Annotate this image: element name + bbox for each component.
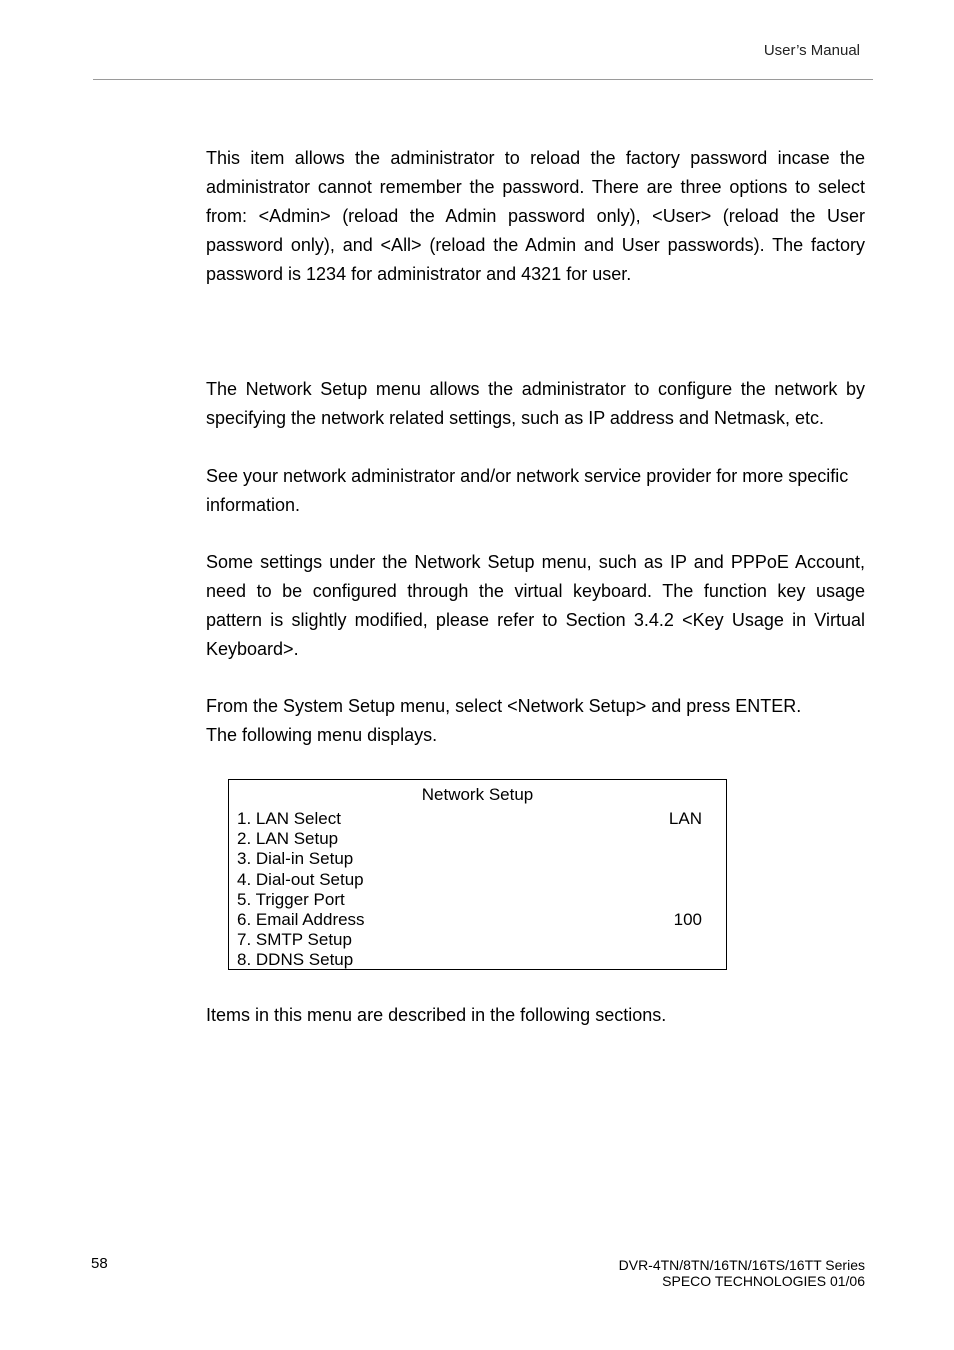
menu-title: Network Setup <box>421 785 534 804</box>
menu-item-label: 3. Dial-in Setup <box>237 849 354 868</box>
footer-series: DVR-4TN/8TN/16TN/16TS/16TT Series <box>618 1257 865 1273</box>
menu-item-label: 8. DDNS Setup <box>237 950 354 969</box>
menu-instructions-line-2: The following menu displays. <box>206 725 438 745</box>
network-setup-intro-paragraph: The Network Setup menu allows the administrator to configure the network by specifying the network related settings, such as IP address and Netmask, etc. <box>206 379 865 428</box>
menu-item-value: LAN <box>668 809 702 828</box>
menu-item-trigger-port[interactable] <box>237 890 702 910</box>
header-divider <box>93 79 873 80</box>
menu-item-label: 4. Dial-out Setup <box>237 870 364 889</box>
menu-instructions-paragraph <box>206 692 865 750</box>
menu-item-label: 1. LAN Select <box>237 809 341 828</box>
menu-item-lan-select[interactable] <box>237 809 702 829</box>
menu-item-email-address[interactable] <box>237 910 702 930</box>
menu-instructions-line-1: From the System Setup menu, select <Network Setup> and press ENTER. <box>206 696 802 716</box>
menu-item-label: 5. Trigger Port <box>237 890 345 909</box>
virtual-keyboard-paragraph: Some settings under the Network Setup menu, such as IP and PPPoE Account, need to be configured through the virtual keyboard. The function key usage pattern is slightly modified, please refer to Section 3.4.2 <Key Usage in Virtual Keyboard>. <box>206 552 865 659</box>
menu-item-smtp-setup[interactable] <box>237 930 702 950</box>
network-admin-paragraph: See your network administrator and/or network service provider for more specific information. <box>206 466 849 515</box>
page-number: 58 <box>91 1255 108 1272</box>
menu-item-label: 7. SMTP Setup <box>237 930 352 949</box>
menu-item-ddns-setup[interactable] <box>237 950 702 970</box>
menu-description-paragraph: Items in this menu are described in the following sections. <box>206 1005 667 1025</box>
menu-item-dial-in-setup[interactable] <box>237 849 702 869</box>
menu-item-label: 2. LAN Setup <box>237 829 339 848</box>
header-title: User’s Manual <box>763 42 860 59</box>
footer-company: SPECO TECHNOLOGIES 01/06 <box>662 1273 865 1289</box>
menu-item-label: 6. Email Address <box>237 910 365 929</box>
menu-item-dial-out-setup[interactable] <box>237 870 702 890</box>
menu-item-value: 100 <box>673 910 702 929</box>
network-setup-menu <box>228 779 727 970</box>
footer-info <box>619 1257 865 1289</box>
menu-item-lan-setup[interactable] <box>237 829 702 849</box>
factory-password-paragraph: This item allows the administrator to reload the factory password incase the administrator cannot remember the password. There are three options to select from: <Admin> (reload the Admin password only), <User> (reload the User password only), and <All> (reload the Admin and User passwords). The factory password is 1234 for administrator and 4321 for user. <box>206 148 865 284</box>
